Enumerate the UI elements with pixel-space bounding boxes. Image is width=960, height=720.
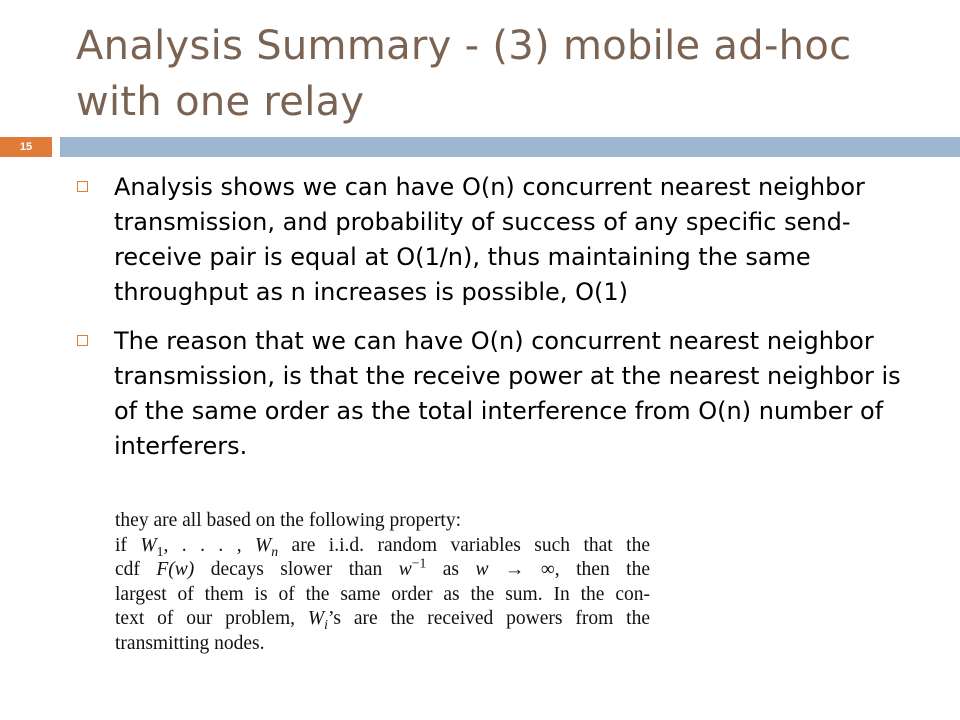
- math-var: W: [307, 608, 325, 629]
- math-var: W: [255, 534, 272, 556]
- slide-number-badge: 15: [0, 137, 52, 157]
- excerpt-text: , . . . ,: [163, 534, 256, 556]
- excerpt-text: as: [426, 559, 476, 580]
- excerpt-line: they are all based on the following property:: [115, 510, 462, 531]
- bullet-text: Analysis shows we can have O(n) concurrent nearest neighbor transmission, and probability of success of any specific send-receive pair is equal at O(1/n), thus maintaining the same throughput as n increases is possible, O(1): [114, 173, 865, 306]
- slide-title: Analysis Summary - (3) mobile ad-hoc with one relay: [76, 23, 852, 125]
- excerpt-line: [115, 555, 650, 583]
- excerpt-line: largest of them is of the same order as the sum. In the con-: [115, 583, 650, 605]
- square-bullet-icon: [77, 181, 88, 192]
- bullet-text: The reason that we can have O(n) concurrent nearest neighbor transmission, is that the receive power at the nearest neighbor is of the same order as the total interference from O(n) number of interferers.: [114, 327, 901, 460]
- math-sub: n: [271, 543, 279, 559]
- math-var: w: [475, 559, 489, 580]
- math-sup: −1: [411, 555, 427, 571]
- bullet-item: [76, 170, 906, 310]
- excerpt-text: if: [115, 534, 141, 556]
- square-bullet-icon: [77, 335, 88, 346]
- excerpt-line: [115, 534, 650, 559]
- header-rule-bar: [60, 137, 960, 157]
- excerpt-text: are i.i.d. random variables such that the: [278, 534, 650, 556]
- excerpt-line: [115, 607, 650, 632]
- excerpt-line: transmitting nodes.: [115, 632, 265, 654]
- excerpt-text: ’s are the received powers from the: [327, 608, 650, 629]
- bullet-item: [76, 324, 906, 464]
- math-sub: i: [324, 616, 328, 632]
- paper-excerpt: [115, 509, 650, 656]
- excerpt-text: text of our problem,: [115, 608, 308, 629]
- bullet-list: [76, 170, 906, 478]
- math-sub: 1: [156, 543, 164, 559]
- excerpt-text: decays slower than: [194, 559, 399, 580]
- excerpt-text: → ∞, then the: [488, 559, 650, 580]
- math-var: W: [140, 534, 157, 556]
- math-var: F(w): [156, 559, 195, 580]
- math-var: w: [398, 559, 412, 580]
- excerpt-text: cdf: [115, 559, 157, 580]
